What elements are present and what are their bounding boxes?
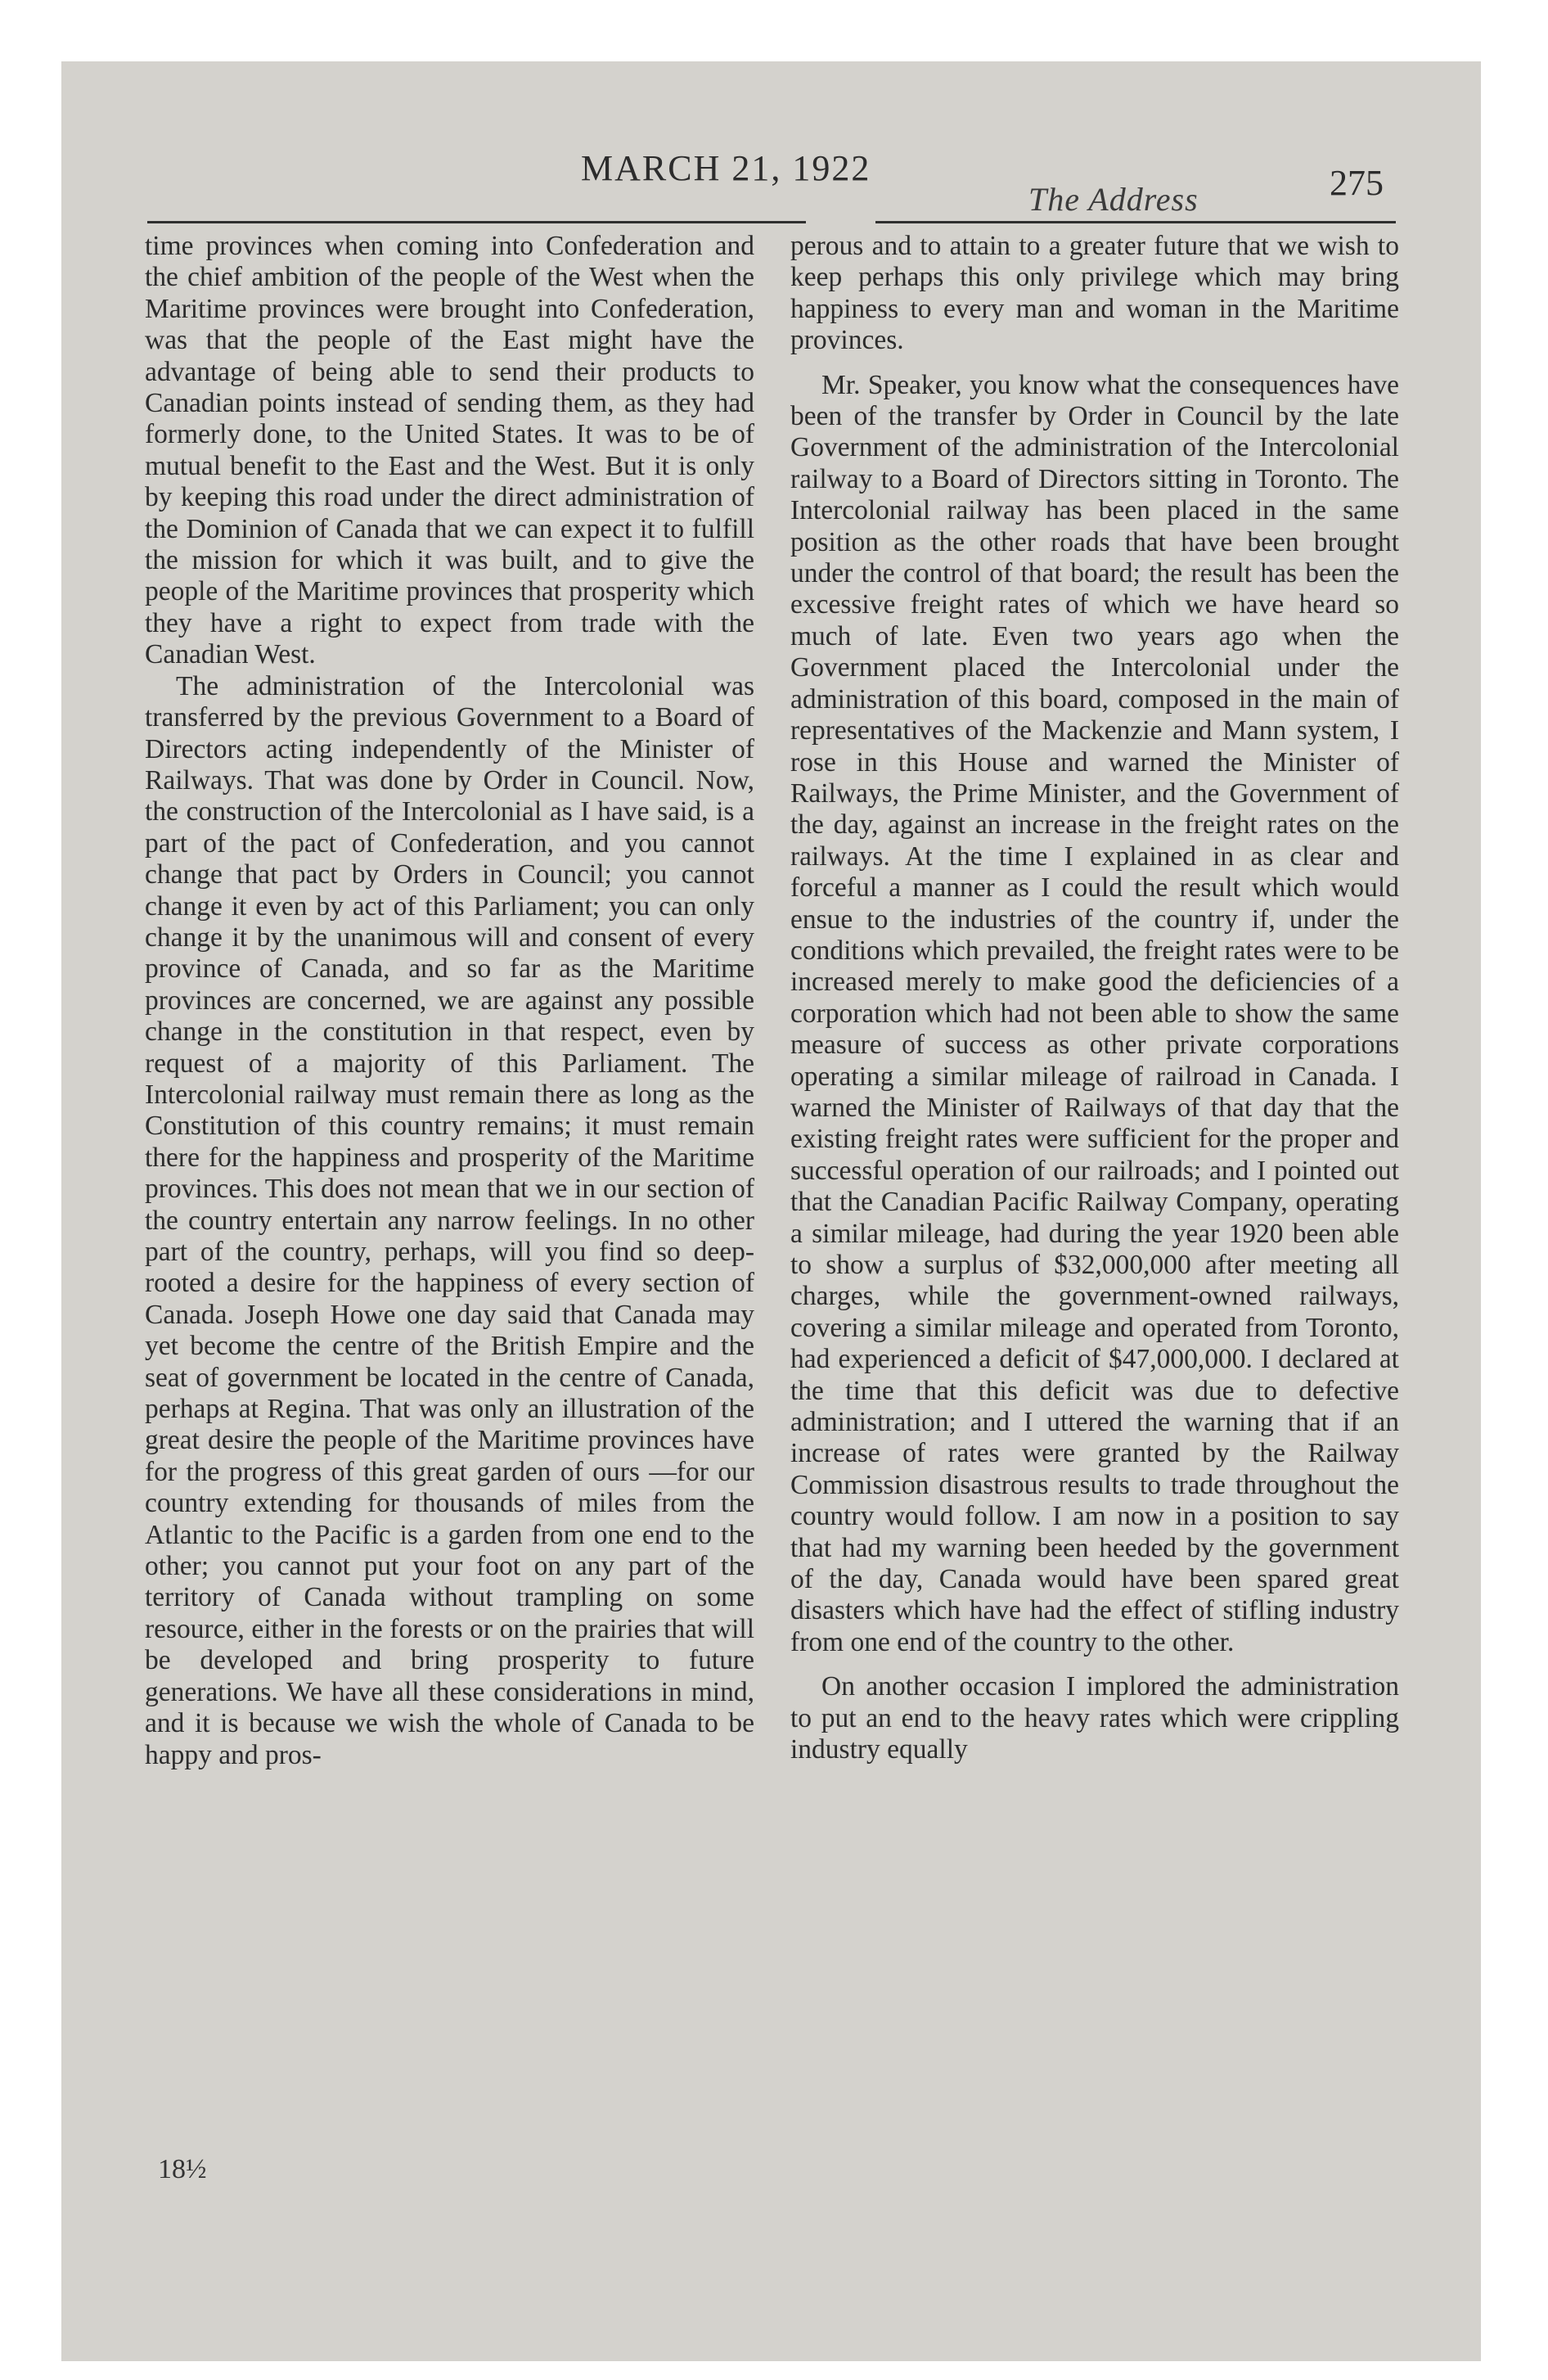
header-rule-left — [147, 221, 806, 223]
header-date: MARCH 21, 1922 — [581, 148, 871, 188]
header-rule-right — [875, 221, 1396, 223]
paragraph: time provinces when coming into Confederation and the chief ambition of the people of the West when the Maritime provinces were brought into Confederation, was that the people of the East might have the advantage of being able to send their products to Canadian points instead of sending them, as they had formerly done, to the United States. It was to be of mutual benefit to the East and the West. But it is only by keeping this road under the direct administration of the Dominion of Canada that we can expect it to fulfill the mission for which it was built, and to give the people of the Maritime provinces that prosperity which they have a right to expect from trade with the Canadian West. — [145, 231, 754, 670]
right-column — [790, 231, 1399, 1766]
paragraph: The administration of the Intercolonial was transferred by the previous Government to a Board of Directors acting independently of the Minister of Railways. That was done by Order in Council. Now, the construction of the Intercolonial as I have said, is a part of the pact of Confederation, and you cannot change that pact by Orders in Council; you cannot change it even by act of this Parliament; you can only change it by the unanimous will and consent of every province of Canada, and so far as the Maritime provinces are concerned, we are against any possible change in the constitution in that respect, even by request of a majority of this Parliament. The Intercolonial railway must remain there as long as the Constitution of this country remains; it must remain there for the happiness and prosperity of the Maritime provinces. This does not mean that we in our section of the country entertain any narrow feelings. In no other part of the country, perhaps, will you find so deep-rooted a desire for the happiness of every section of Canada. Joseph Howe one day said that Canada may yet become the centre of the British Empire and the seat of government be located in the centre of Canada, perhaps at Regina. That was only an illustration of the great desire the people of the Maritime provinces have for the progress of this great garden of ours —for our country extending for thousands of miles from the Atlantic to the Pacific is a garden from one end to the other; you cannot put your foot on any part of the territory of Canada without trampling on some resource, either in the forests or on the prairies that will be developed and bring prosperity to future generations. We have all these considerations in mind, and it is because we wish the whole of Canada to be happy and pros- — [145, 670, 754, 1770]
header-page-number: 275 — [1330, 163, 1384, 203]
paragraph: Mr. Speaker, you know what the consequences have been of the transfer by Order in Council by the late Government of the administration of the Intercolonial railway to a Board of Directors sitting in Toronto. The Intercolonial railway has been placed in the same position as the other roads that have been brought under the control of that board; the result has been the excessive freight rates of which we have heard so much of late. Even two years ago when the Government placed the Intercolonial under the administration of this board, composed in the main of representatives of the Mackenzie and Mann system, I rose in this House and warned the Minister of Railways, the Prime Minister, and the Government of the day, against an increase in the freight rates on the railways. At the time I explained in as clear and forceful a manner as I could the result which would ensue to the industries of the country if, under the conditions which prevailed, the freight rates were to be increased merely to make good the deficiencies of a corporation which had not been able to show the same measure of success as other private corporations operating a similar mileage of railroad in Canada. I warned the Minister of Railways of that day that the existing freight rates were sufficient for the proper and successful operation of our railroads; and I pointed out that the Canadian Pacific Railway Company, operating a similar mileage, had during the year 1920 been able to show a surplus of $32,000,000 after meeting all charges, while the government-owned railways, covering a similar mileage and operated from Toronto, had experienced a deficit of $47,000,000. I declared at the time that this deficit was due to defective administration; and I uttered the warning that if an increase of rates were granted by the Railway Commission disastrous results to trade throughout the country would follow. I am now in a position to say that had my warning been heeded by the government of the day, Canada would have been spared great disasters which have had the effect of stifling industry from one end of the country to the other. — [790, 369, 1399, 1657]
paragraph: perous and to attain to a greater future that we wish to keep perhaps this only privilege which may bring happiness to every man and woman in the Maritime provinces. — [790, 231, 1399, 356]
page-header — [82, 82, 1393, 229]
header-section-title: The Address — [1028, 181, 1199, 218]
signature-mark: 18½ — [158, 2154, 207, 2184]
paragraph: On another occasion I implored the administration to put an end to the heavy rates which were crippling industry equally — [790, 1671, 1399, 1765]
left-column — [145, 231, 754, 1771]
